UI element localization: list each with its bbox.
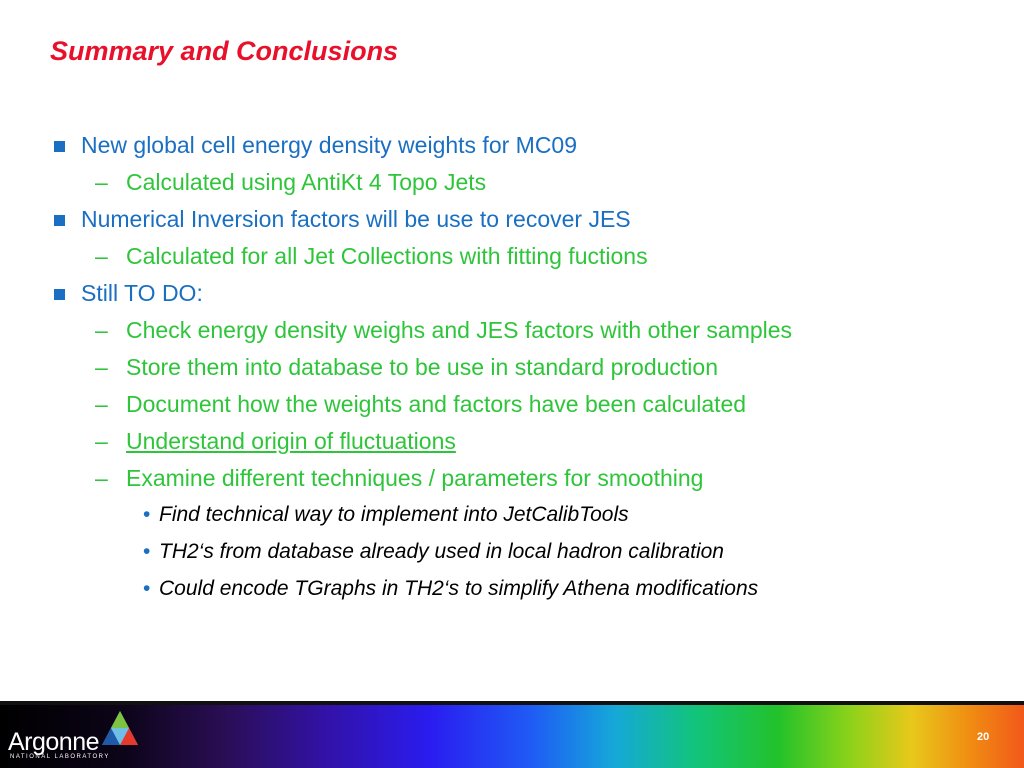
bullet-text: Examine different techniques / parameters for smoothing (126, 465, 704, 491)
dash-bullet: – (95, 354, 108, 380)
bullet-text: Numerical Inversion factors will be use to recover JES (81, 206, 631, 232)
dot-bullet: • (143, 577, 151, 600)
footer-spectrum-bar (0, 705, 1024, 768)
square-bullet-icon (54, 141, 65, 152)
square-bullet-icon (54, 215, 65, 226)
dash-bullet: – (95, 317, 108, 343)
dash-bullet: – (95, 465, 108, 491)
bullet-text: New global cell energy density weights for MC09 (81, 132, 578, 158)
bullet-text: TH2‘s from database already used in local hadron calibration (159, 540, 724, 563)
dot-bullet: • (143, 540, 151, 563)
bullet-text: Still TO DO: (81, 280, 203, 306)
dash-bullet: – (95, 428, 108, 454)
argonne-triangle-icon (101, 710, 139, 750)
page-number: 20 (977, 731, 990, 743)
dash-bullet: – (95, 243, 108, 269)
dash-bullet: – (95, 169, 108, 195)
bullet-text: Store them into database to be use in standard production (126, 354, 719, 380)
square-bullet-icon (54, 289, 65, 300)
bullet-text: Find technical way to implement into JetCalibTools (159, 503, 629, 526)
slide-title: Summary and Conclusions (50, 36, 399, 66)
logo-subtitle: NATIONAL LABORATORY (10, 754, 110, 760)
hyperlink-fluctuations[interactable]: Understand origin of fluctuations (126, 428, 456, 454)
logo-wordmark: Argonne (8, 728, 100, 756)
bullet-text: Document how the weights and factors have been calculated (126, 391, 747, 417)
bullet-text: Check energy density weighs and JES factors with other samples (126, 317, 793, 343)
bullet-text: Calculated using AntiKt 4 Topo Jets (126, 169, 487, 195)
bullet-text: Calculated for all Jet Collections with fitting fuctions (126, 243, 648, 269)
dash-bullet: – (95, 391, 108, 417)
dot-bullet: • (143, 503, 151, 526)
argonne-logo (8, 710, 138, 764)
bullet-text: Could encode TGraphs in TH2‘s to simplify Athena modifications (159, 577, 759, 600)
